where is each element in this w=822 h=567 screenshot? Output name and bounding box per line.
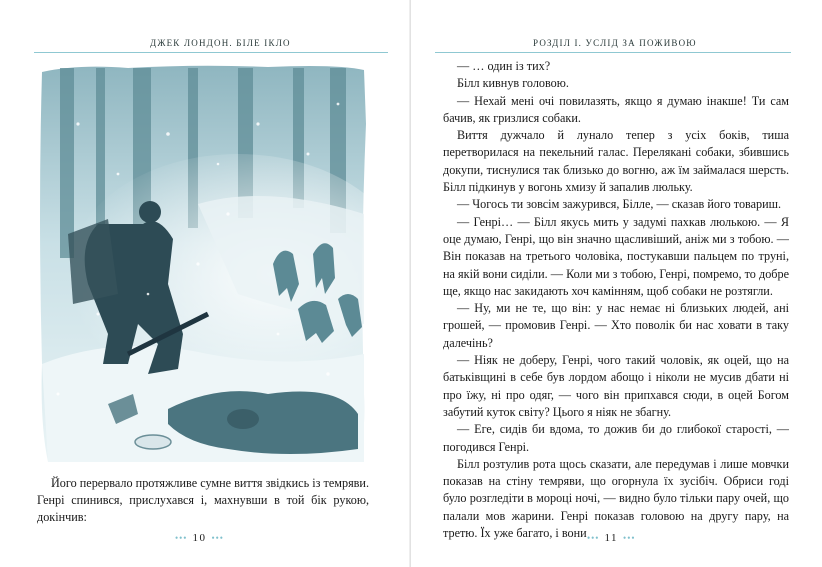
paragraph: — Чогось ти зовсім зажурився, Білле, — сказав його товариш. (457, 197, 782, 212)
paragraph: Білл розтулив рота щось сказати, але передумав і лише мовчки показав на стіну темряви, що огорнула їх зусібіч. Обриси годі було розгледіти в мороці ночі, — видно було тільки пару очей, що палали мов жарини. Генрі показав головою на другу пару, на третю. Їх уже багато, і вони (443, 456, 789, 541)
paragraph: — … один із тих? (457, 59, 551, 73)
paragraph: Виття дужчало й лунало тепер з усіх боків, тиша перетворилася на пекельний галас. Перелякані собаки, збившись докупи, тиснулися так близько до вогню, аж їм займалася шерсть. Білл підкинув у вогонь хмизу й запалив люльку. (443, 128, 789, 195)
left-head-rule (34, 52, 388, 53)
paragraph: — Еге, сидів би вдома, то дожив би до глибокої старості, — погодився Генрі. (443, 422, 789, 454)
paragraph: — Ніяк не доберу, Генрі, чого такий чоловік, як оцей, що на батьківщині в себе був лордом абощо і ніколи не мусив дбати ні про їжу, ні про одяг, — чого він припхався сюди, в оцей Богом забутий куток світу? Цього я ніяк не збагну. (443, 353, 789, 419)
right-head-rule (435, 52, 791, 53)
right-page-number: 11 (604, 532, 619, 544)
paragraph: Білл кивнув головою. (457, 76, 569, 91)
left-running-head: ДЖЕК ЛОНДОН. БІЛЕ ІКЛО (150, 38, 291, 48)
left-page-number: 10 (192, 532, 207, 544)
left-paragraph: Його перервало протяжливе сумне виття звідкись із темряви. Генрі спинився, прислухався і, махнувши в той бік рукою, докінчив: (37, 476, 369, 524)
paragraph: — Нехай мені очі повилазять, якщо я думаю інакше! Ти сам бачив, як гризлися собаки. (443, 93, 789, 125)
paragraph: — Генрі… — Білл якусь мить у задумі пахкав люлькою. — Я оце думаю, Генрі, що він значно щасливіший, аніж ми з тобою. — Він показав на третього чоловіка, постукавши пальцем по труні, на якій вони сиділи. — Коли ми з тобою, Генрі, помремо, то добре ще, якщо нас закидають хоч камінням, щоб собаки не розтягли. (443, 214, 789, 298)
right-running-head: РОЗДІЛ І. УСЛІД ЗА ПОЖИВОЮ (533, 38, 697, 48)
folio-ornament-right: ••• (211, 533, 224, 543)
right-folio (587, 532, 636, 544)
folio-ornament-right: ••• (623, 533, 636, 543)
folio-ornament-left: ••• (587, 533, 600, 543)
right-page (411, 0, 822, 567)
left-folio (175, 532, 224, 544)
winter-scene-illustration (38, 64, 368, 464)
paragraph: — Ну, ми не те, що він: у нас немає ні близьких людей, ані грошей, — промовив Генрі. — Хто поволік би нас ховати в таку далечінь? (443, 301, 789, 350)
folio-ornament-left: ••• (175, 533, 188, 543)
right-text-block (443, 58, 789, 542)
